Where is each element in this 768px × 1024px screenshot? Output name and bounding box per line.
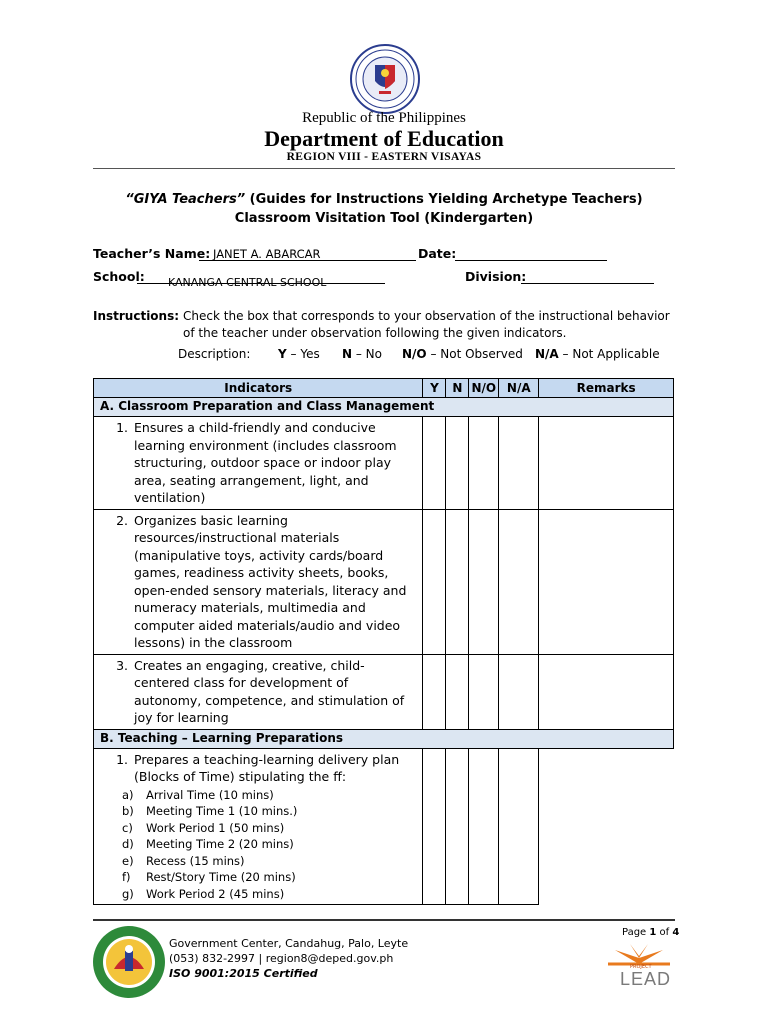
footer-address: Government Center, Candahug, Palo, Leyte [169,937,409,950]
sub-letter: g) [122,886,134,901]
table-row [94,509,674,654]
item-text: Creates an engaging, creative, child-centered class for development of autonomy, competence, and stimulation of joy for learning [134,657,405,725]
sub-text: Meeting Time 1 (10 mins.) [146,804,298,818]
item-number: 3. [116,657,128,673]
sub-letter: a) [122,787,134,802]
region-seal-logo [92,925,166,999]
indicator-cell [94,417,423,510]
instructions-row [93,308,683,342]
giya-title: “GIYA Teachers” [125,192,246,207]
teacher-name-value[interactable]: JANET A. ABARCAR [213,247,321,261]
table-row [94,417,674,510]
footer-divider [93,919,675,921]
check-na[interactable] [499,654,539,729]
page-indicator [622,927,679,938]
section-b-title: B. Teaching – Learning Preparations [94,729,674,748]
legend-no-code: N/O [402,347,427,361]
form-title [0,192,768,207]
item-number: 2. [116,512,128,528]
sub-letter: d) [122,837,134,851]
sub-text: Recess (15 mins) [146,853,245,868]
sub-text: Arrival Time (10 mins) [146,787,274,802]
legend-na-text: – Not Applicable [558,347,660,361]
item-number: 1. [116,420,128,435]
legend-no-text: – Not Observed [426,347,523,361]
school-value[interactable]: KANANGA CENTRAL SCHOOL [168,276,327,289]
item-text: Organizes basic learning resources/instructional materials (manipulative toys, activity cards/board games, readiness activity sheets, books, open-ended sensory materials, literacy and numeracy materials, multimedia and computer aided materials/audio and video lessons) in the classroom [134,512,407,650]
col-na: N/A [499,379,539,398]
table-row [94,654,674,729]
section-row-b [94,729,674,748]
deped-seal-logo [349,43,421,115]
list-item [122,853,416,870]
header-divider [93,168,675,169]
check-n[interactable] [446,748,469,905]
list-item [122,787,416,804]
footer-phone-email: (053) 832-2997 | region8@deped.gov.ph [169,952,394,965]
observation-table [93,378,674,905]
page-word: Page [622,927,650,938]
check-y[interactable] [423,654,446,729]
col-no: N/O [469,379,499,398]
blocks-of-time-list [122,787,416,903]
department-title: Department of Education [264,126,504,151]
check-na[interactable] [499,417,539,510]
check-no[interactable] [469,654,499,729]
legend-n [342,347,382,361]
item-number: 1. [116,751,128,767]
division-field[interactable] [521,270,654,284]
teacher-name-label: Teacher’s Name: [93,246,211,261]
legend-n-code: N [342,347,353,361]
republic-line: Republic of the Philippines [302,110,466,126]
legend-na-code: N/A [535,347,559,361]
col-indicators: Indicators [94,379,423,398]
page-of: of [656,927,673,938]
check-y[interactable] [423,509,446,654]
sub-text: Work Period 1 (50 mins) [146,820,285,835]
legend-y-code: Y [278,347,287,361]
col-remarks: Remarks [539,379,674,398]
sub-letter: c) [122,820,133,835]
check-no[interactable] [469,748,499,905]
sub-text: Work Period 2 (45 mins) [146,886,285,901]
legend-y [278,347,320,361]
school-label: School: [93,269,145,284]
list-item [122,869,416,886]
legend-na [535,347,660,361]
instructions-text: Check the box that corresponds to your observation of the instructional behavior of the teacher under observation following the given indicators. [183,309,670,340]
col-y: Y [423,379,446,398]
section-a-title: A. Classroom Preparation and Class Management [94,398,674,417]
check-na[interactable] [499,509,539,654]
check-n[interactable] [446,417,469,510]
instructions [93,308,683,342]
footer-contact [169,936,408,981]
check-y[interactable] [423,748,446,905]
table-header-row [94,379,674,398]
remarks-cell[interactable] [539,748,674,905]
check-na[interactable] [499,748,539,905]
legend-n-text: – No [352,347,382,361]
lead-small: PROJECT [630,964,652,970]
sub-text: Rest/Story Time (20 mins) [146,870,296,884]
description-label: Description: [178,347,251,361]
sub-letter: e) [122,853,134,868]
sunburst-icon [600,942,678,966]
footer-iso: ISO 9001:2015 Certified [169,967,318,980]
page-total: 4 [672,927,680,938]
check-no[interactable] [469,509,499,654]
page-number: 1 [649,927,657,938]
item-text: Ensures a child-friendly and conducive learning environment (includes classroom structuring, outdoor space or indoor play area, seating arrangement, light, and ventilation) [134,420,397,505]
col-n: N [446,379,469,398]
legend-no [402,347,523,361]
lead-big: LEAD [620,969,672,989]
region-line: REGION VIII - EASTERN VISAYAS [286,151,482,163]
division-label: Division: [465,269,527,284]
sub-letter: b) [122,804,134,818]
list-item [122,886,416,903]
indicator-cell [94,509,423,654]
project-lead-logo [600,942,678,992]
check-y[interactable] [423,417,446,510]
indicator-cell [94,748,423,905]
list-item [122,820,416,837]
tool-title: Classroom Visitation Tool (Kindergarten) [234,211,534,226]
remarks-cell[interactable] [539,417,674,510]
remarks-cell[interactable] [539,509,674,654]
table-row [94,748,674,905]
instructions-label: Instructions: [93,309,180,323]
item-text: Prepares a teaching-learning delivery plan (Blocks of Time) stipulating the ff: [134,751,400,784]
list-item [122,836,416,853]
indicator-cell [94,654,423,729]
sub-letter: f) [122,870,131,884]
check-n[interactable] [446,654,469,729]
check-n[interactable] [446,509,469,654]
date-label: Date: [418,246,457,261]
section-row-a [94,398,674,417]
list-item [122,803,416,820]
legend-y-text: – Yes [286,347,320,361]
date-field[interactable] [455,247,607,261]
remarks-cell[interactable] [539,654,674,729]
check-no[interactable] [469,417,499,510]
giya-subtitle: (Guides for Instructions Yielding Archetype Teachers) [245,192,643,207]
sub-text: Meeting Time 2 (20 mins) [146,837,294,851]
